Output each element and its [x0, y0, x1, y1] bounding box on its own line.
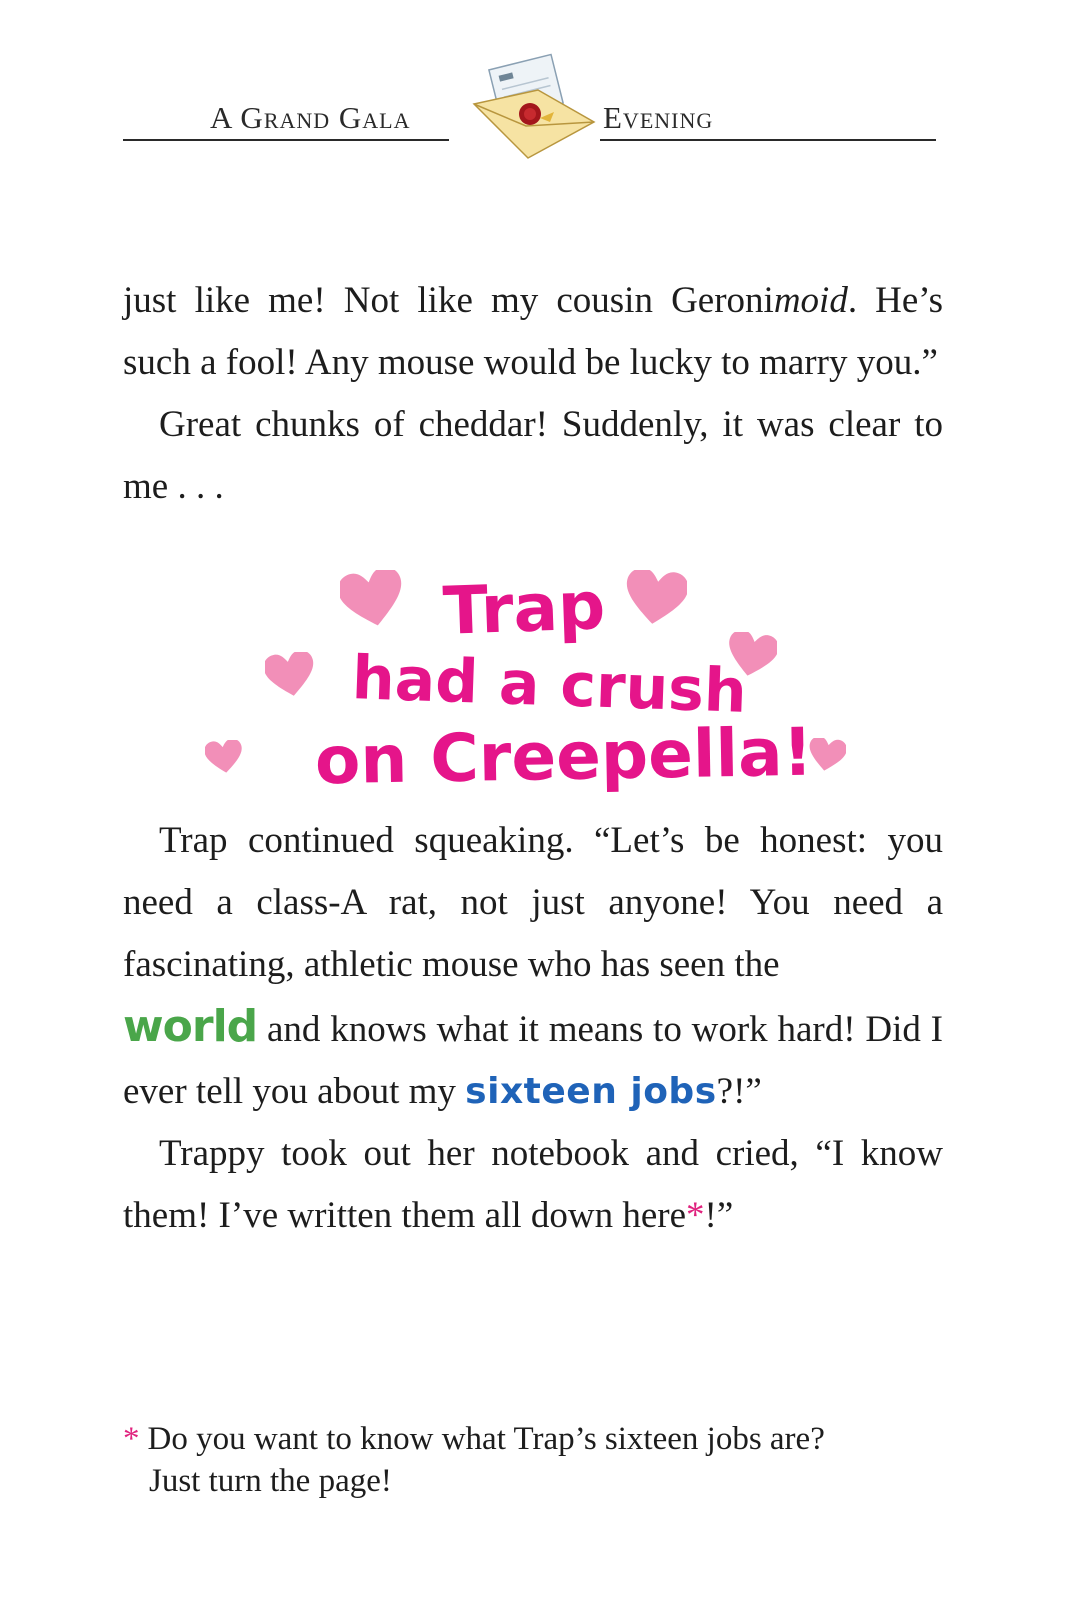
- paragraph-2: Great chunks of cheddar! Suddenly, it was clear to me . . .: [123, 404, 943, 507]
- paragraph-4: [123, 1123, 943, 1247]
- header-rule-left: [123, 139, 449, 141]
- footnote-line-2: Just turn the page!: [149, 1463, 392, 1499]
- heart-icon: [205, 740, 243, 774]
- callout-line-2: had a crush: [350, 643, 748, 727]
- paragraph-3: [123, 810, 943, 1123]
- footnote: [123, 1418, 825, 1502]
- heart-icon: [625, 570, 687, 626]
- running-header-right: Evening: [603, 100, 714, 135]
- footnote-asterisk: *: [123, 1421, 140, 1457]
- p3-text: Trap continued squeaking. “Let’s be honest: you need a class-A rat, not just anyone! You need a fascinating, athletic mouse who has seen the: [123, 820, 943, 985]
- footnote-text-1: Do you want to know what Trap’s sixteen jobs are?: [147, 1421, 825, 1457]
- heart-icon: [808, 738, 846, 772]
- p4-end: !”: [704, 1195, 734, 1236]
- decorative-word-world: world: [123, 1001, 258, 1052]
- p1-text-b: . He’s such a fool! Any mouse would be lucky to marry you.”: [123, 280, 943, 383]
- heart-icon: [340, 570, 404, 628]
- p3-end: ?!”: [716, 1071, 762, 1112]
- callout-line-1: Trap: [441, 567, 607, 650]
- body-text-bottom: [123, 810, 943, 1247]
- body-text-top: [123, 270, 943, 518]
- running-header-left: A Grand Gala: [210, 100, 411, 135]
- footnote-line-1: [123, 1418, 825, 1460]
- heart-icon: [265, 652, 315, 698]
- p1-text-a: just like me! Not like my cousin Geroni: [123, 280, 774, 321]
- callout-trap-crush: [0, 567, 1067, 800]
- callout-line-3: on Creepella!: [314, 713, 814, 800]
- footnote-reference-asterisk: *: [686, 1195, 705, 1236]
- paragraph-1: [123, 270, 943, 394]
- envelope-with-wax-seal-icon: [468, 52, 600, 162]
- decorative-word-sixteen-jobs: sixteen jobs: [465, 1071, 717, 1112]
- p3-text-b: and knows what it means to work hard! Did I ever tell you about my: [123, 1009, 943, 1112]
- p4-text: Trappy took out her notebook and cried, “I know them! I’ve written them all down here: [123, 1133, 943, 1236]
- header-rule-right: [600, 139, 936, 141]
- p1-italic: moid: [773, 280, 848, 321]
